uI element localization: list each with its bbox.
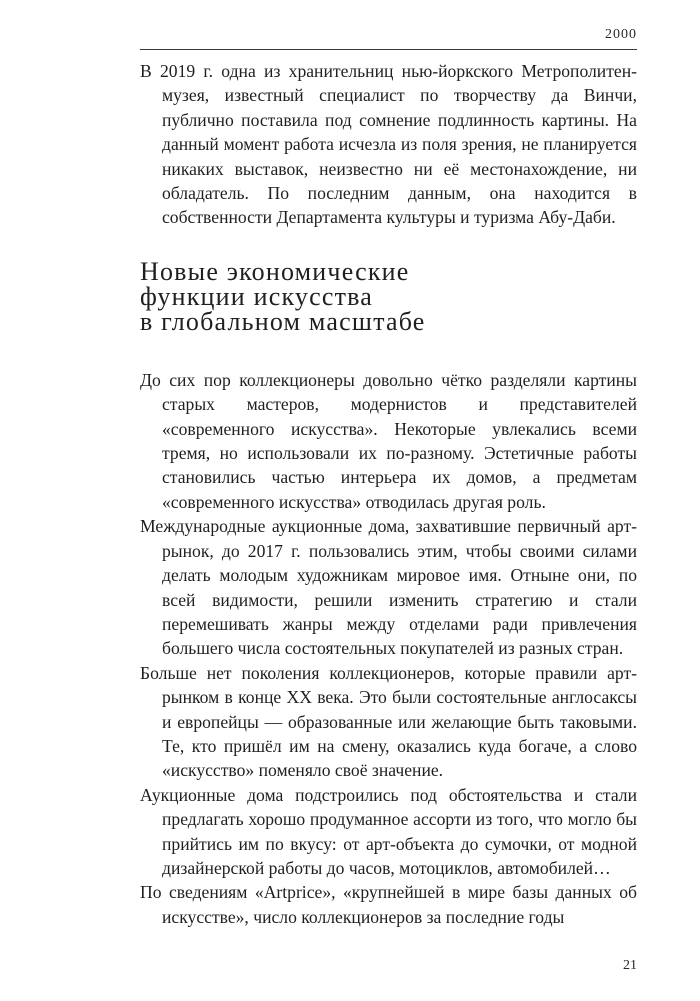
paragraph: Аукционные дома подстроились под обстоятельства и стали предлагать хорошо продуманное ассорти из того, что могло бы прийтись им по вкусу: от арт-объекта до сумочки, от модной дизайнерской работы до часов, мотоциклов, автомобилей… bbox=[140, 784, 637, 878]
paragraph: По сведениям «Artprice», «крупнейшей в мире базы данных об искусстве», число коллекционеров за последние годы bbox=[140, 882, 637, 927]
paragraph: Больше нет поколения коллекционеров, которые правили арт-рынком в конце XX века. Это были состоятельные англосаксы и европейцы — образованные или желающие быть таковыми. Те, кто пришёл им на смену, оказались куда богаче, а слово «искусство» поменяло своё значение. bbox=[140, 662, 637, 781]
running-head: 2000 bbox=[605, 27, 637, 42]
page-body bbox=[140, 59, 637, 929]
paragraph: В 2019 г. одна из хранительниц нью-йоркского Метрополитен-музея, известный специалист по творчеству да Винчи, публично поставила под сомнение подлинность картины. На данный момент работа исчезла из поля зрения, не планируется никаких выставок, неизвестно ни её местонахождение, ни обладатель. По последним данным, она находится в собственности Департамента культуры и туризма Абу-Даби. bbox=[140, 61, 637, 228]
section-heading bbox=[140, 256, 637, 336]
section-heading-line: функции искусства bbox=[140, 281, 374, 311]
paragraph: Международные аукционные дома, захватившие первичный арт-рынок, до 2017 г. пользовались этим, чтобы своими силами делать молодым художникам мировое имя. Отныне они, по всей видимости, решили изменить стратегию и стали перемешивать жанры между отделами ради привлечения большего числа состоятельных покупателей из разных стран. bbox=[140, 516, 637, 659]
section-heading-line: Новые экономические bbox=[140, 256, 410, 286]
page-number: 21 bbox=[623, 958, 637, 973]
header-rule bbox=[140, 49, 637, 50]
section-heading-line: в глобальном масштабе bbox=[140, 306, 426, 336]
paragraph: До сих пор коллекционеры довольно чётко разделяли картины старых мастеров, модернистов и представителей «современного искусства». Некоторые увлекались всеми тремя, но использовали их по-разному. Эстетичные работы становились частью интерьера их домов, а предметам «современного искусства» отводилась другая роль. bbox=[140, 369, 637, 512]
